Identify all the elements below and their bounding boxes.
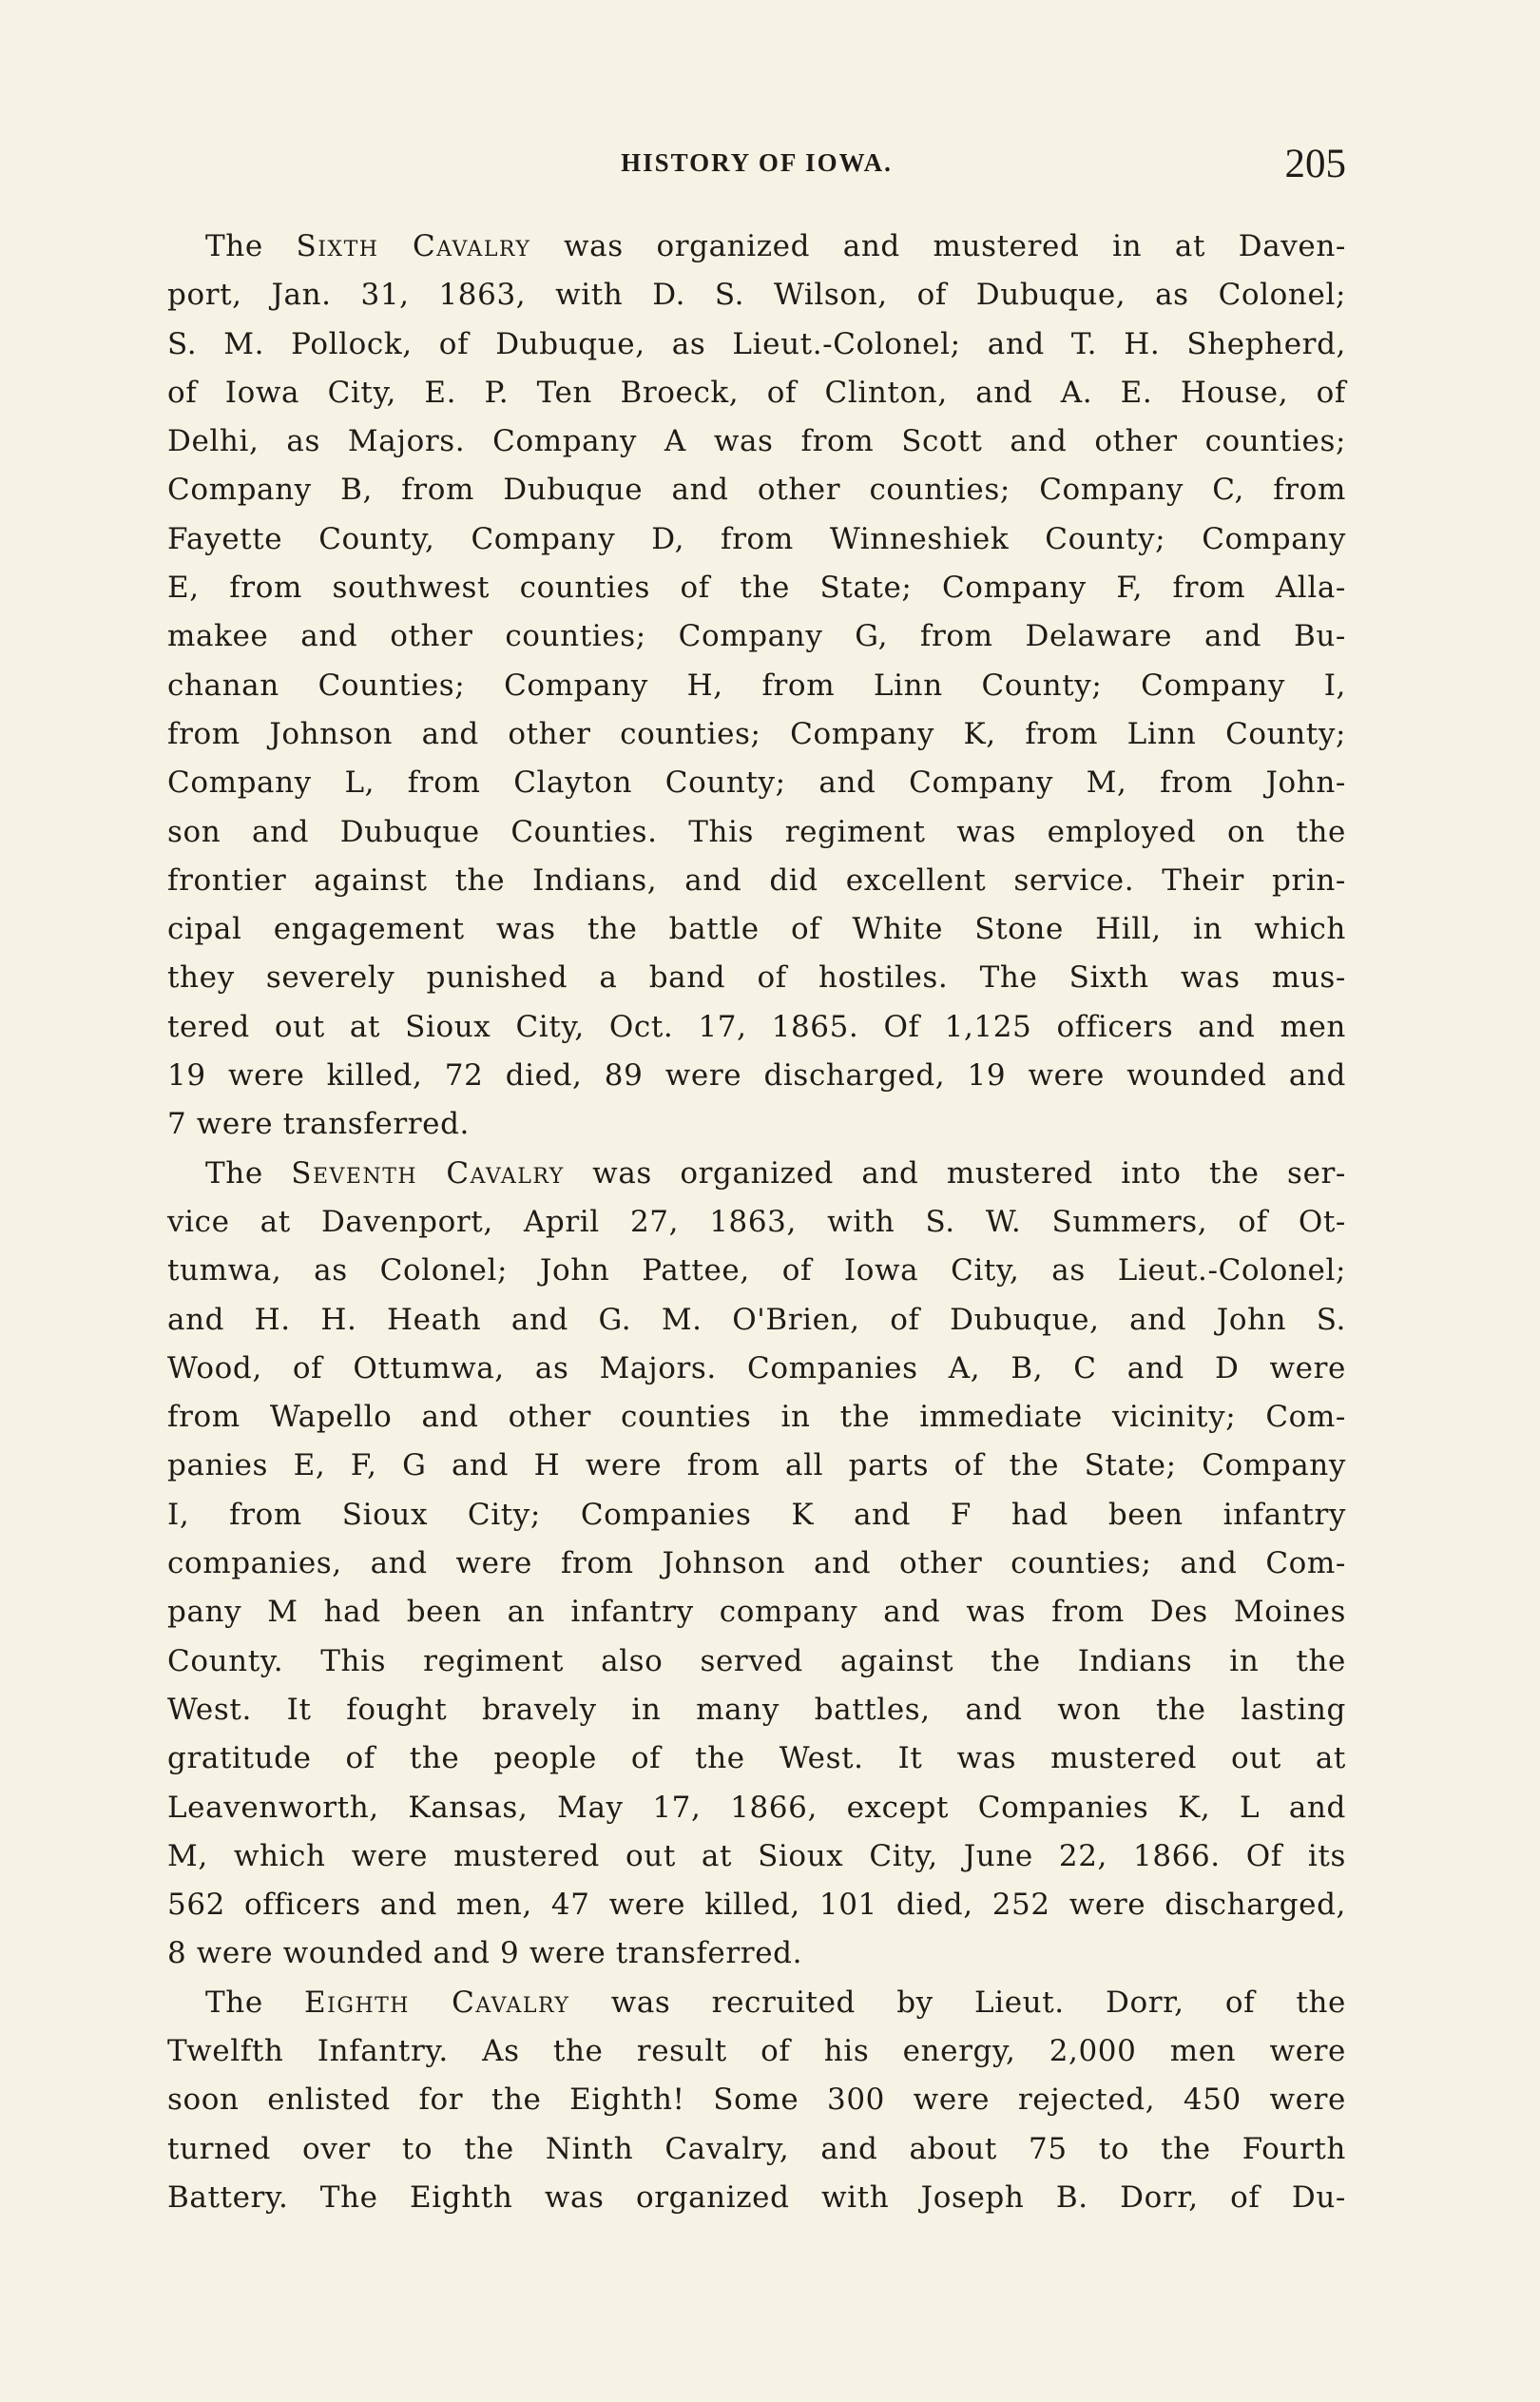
line-text: M, which were mustered out at Sioux City, June 22, 1866. Of its: [167, 1838, 1346, 1873]
line-text: cipal engagement was the battle of White Stone Hill, in which: [167, 912, 1346, 947]
line-text: tered out at Sioux City, Oct. 17, 1865. Of 1,125 officers and men: [167, 1009, 1346, 1044]
line-text: Fayette County, Company D, from Winneshiek County; Company: [167, 521, 1346, 556]
line-text: Leavenworth, Kansas, May 17, 1866, except Companies K, L and: [167, 1790, 1346, 1825]
text-line: [167, 1686, 1346, 1734]
text-line: [167, 1881, 1346, 1929]
line-text: gratitude of the people of the West. It was mustered out at: [167, 1741, 1346, 1776]
text-line: [167, 1929, 1346, 1978]
text-line: [167, 612, 1346, 661]
text-line: [167, 1979, 1346, 2027]
line-text: E, from southwest counties of the State; Company F, from Alla-: [167, 571, 1346, 606]
text-line: [167, 2174, 1346, 2222]
body-text: [167, 223, 1346, 2222]
text-line: [167, 1100, 1346, 1149]
text-line: [167, 2027, 1346, 2076]
text-line: [167, 1052, 1346, 1100]
text-line: [167, 1198, 1346, 1247]
text-line: [167, 515, 1346, 564]
text-line: [167, 417, 1346, 466]
text-line: [167, 1345, 1346, 1393]
text-line: [167, 1247, 1346, 1295]
line-text: Company L, from Clayton County; and Company M, from John-: [167, 765, 1346, 801]
line-text: Company B, from Dubuque and other counties; Company C, from: [167, 473, 1346, 508]
line-text: was organized and mustered into the ser-: [564, 1155, 1347, 1191]
running-head: [167, 141, 1346, 198]
text-line: [167, 954, 1346, 1002]
line-text: they severely punished a band of hostiles. The Sixth was mus-: [167, 960, 1346, 996]
line-text: of Iowa City, E. P. Ten Broeck, of Clinton, and A. E. House, of: [167, 375, 1346, 410]
text-line: [167, 759, 1346, 807]
line-text: pany M had been an infantry company and was from Des Moines: [167, 1595, 1346, 1630]
text-line: [167, 1734, 1346, 1783]
line-text: Delhi, as Majors. Company A was from Scott and other counties;: [167, 424, 1346, 459]
text-line: [167, 662, 1346, 710]
text-line: [167, 905, 1346, 954]
line-text: Battery. The Eighth was organized with Joseph B. Dorr, of Du-: [167, 2179, 1346, 2215]
line-text: soon enlisted for the Eighth! Some 300 were rejected, 450 were: [167, 2082, 1346, 2118]
text-line: [167, 1296, 1346, 1345]
regiment-name: Seventh Cavalry: [291, 1155, 565, 1191]
regiment-name: Sixth Cavalry: [296, 229, 531, 263]
text-line: [167, 1150, 1346, 1198]
line-text: The: [205, 1155, 292, 1191]
text-line: [167, 1832, 1346, 1881]
text-line: [167, 1393, 1346, 1442]
line-text: Twelfth Infantry. As the result of his energy, 2,000 men were: [167, 2033, 1346, 2068]
line-text: companies, and were from Johnson and other counties; and Com-: [167, 1546, 1346, 1581]
line-text: was organized and mustered in at Daven-: [530, 229, 1346, 263]
line-text: from Wapello and other counties in the immediate vicinity; Com-: [167, 1400, 1346, 1435]
line-text: son and Dubuque Counties. This regiment was employed on the: [167, 814, 1346, 849]
line-text: The: [205, 1985, 305, 2020]
line-text: and H. H. Heath and G. M. O'Brien, of Dubuque, and John S.: [167, 1302, 1346, 1337]
running-title: HISTORY OF IOWA.: [621, 148, 893, 177]
text-line: [167, 710, 1346, 759]
page-number: 205: [1284, 142, 1346, 186]
line-text: tumwa, as Colonel; John Pattee, of Iowa City, as Lieut.-Colonel;: [167, 1253, 1346, 1288]
text-line: [167, 1637, 1346, 1686]
text-line: [167, 466, 1346, 514]
line-text: S. M. Pollock, of Dubuque, as Lieut.-Colonel; and T. H. Shepherd,: [167, 326, 1346, 361]
text-line: [167, 1588, 1346, 1637]
line-text: vice at Davenport, April 27, 1863, with S. W. Summers, of Ot-: [167, 1204, 1346, 1239]
line-text: I, from Sioux City; Companies K and F had been infantry: [167, 1497, 1346, 1532]
text-line: [167, 320, 1346, 369]
text-line: [167, 2076, 1346, 2124]
line-text: port, Jan. 31, 1863, with D. S. Wilson, of Dubuque, as Colonel;: [167, 278, 1346, 313]
line-text: was recruited by Lieut. Dorr, of the: [569, 1985, 1346, 2020]
text-line: [167, 223, 1346, 271]
text-line: [167, 1003, 1346, 1052]
text-line: [167, 1540, 1346, 1588]
text-line: [167, 1491, 1346, 1540]
line-text: 562 officers and men, 47 were killed, 101 died, 252 were discharged,: [167, 1888, 1346, 1923]
line-text: West. It fought bravely in many battles, and won the lasting: [167, 1692, 1346, 1727]
line-text: frontier against the Indians, and did excellent service. Their prin-: [167, 862, 1346, 898]
line-text: from Johnson and other counties; Company K, from Linn County;: [167, 716, 1346, 751]
line-text: turned over to the Ninth Cavalry, and about 75 to the Fourth: [167, 2131, 1346, 2166]
line-text: 19 were killed, 72 died, 89 were discharged, 19 were wounded and: [167, 1058, 1346, 1094]
text-line: [167, 2125, 1346, 2174]
line-text: Wood, of Ottumwa, as Majors. Companies A, B, C and D were: [167, 1350, 1346, 1385]
text-line: [167, 271, 1346, 320]
line-text: makee and other counties; Company G, from Delaware and Bu-: [167, 619, 1346, 654]
line-text: 7 were transferred.: [167, 1107, 471, 1142]
text-line: [167, 1784, 1346, 1832]
text-line: [167, 857, 1346, 905]
regiment-name: Eighth Cavalry: [304, 1985, 570, 2020]
line-text: panies E, F, G and H were from all parts of the State; Company: [167, 1448, 1346, 1483]
line-text: County. This regiment also served against the Indians in the: [167, 1643, 1346, 1678]
text-line: [167, 1442, 1346, 1490]
text-line: [167, 564, 1346, 612]
line-text: 8 were wounded and 9 were transferred.: [167, 1936, 803, 1971]
text-line: [167, 808, 1346, 857]
line-text: chanan Counties; Company H, from Linn County; Company I,: [167, 668, 1346, 703]
line-text: The: [205, 229, 297, 263]
text-line: [167, 369, 1346, 417]
